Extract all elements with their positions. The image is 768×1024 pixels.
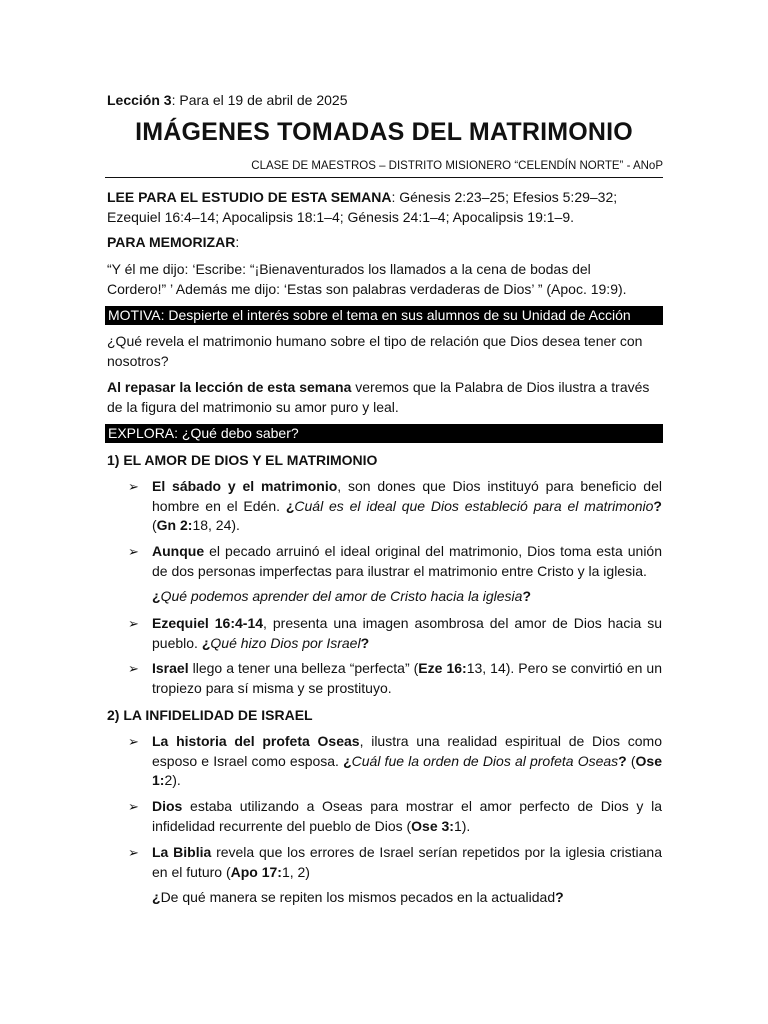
list-item: [152, 732, 662, 791]
ref-bold: Gn 2:: [156, 517, 193, 533]
memory-verse: [107, 260, 662, 299]
review-bold: Al repasar la lección de esta semana: [107, 379, 352, 395]
list-item: [152, 614, 662, 653]
reading-paragraph: [107, 188, 662, 227]
arrow-bullet-icon: ➢: [128, 544, 139, 559]
question-close: ?: [653, 497, 662, 514]
section1-heading: [107, 451, 662, 471]
arrow-bullet-icon: ➢: [128, 661, 139, 676]
bullet-text: , son dones que Dios instituyó para beneficio del hombre en el Edén.: [152, 478, 662, 514]
memory-verse-line2: Cordero!” ’ Además me dijo: ‘Estas son palabras verdaderas de Dios’ ” (Apoc. 19:9).: [107, 280, 627, 297]
bullet-bold: Ezequiel 16:4-14: [152, 615, 264, 631]
list-item: [152, 843, 662, 882]
list-item: [152, 542, 662, 581]
page-subtitle: CLASE DE MAESTROS – DISTRITO MISIONERO “CELENDÍN NORTE” - ANoP: [251, 160, 663, 172]
ref-bold: Ose 1:: [152, 752, 662, 788]
ref-rest: 1, 2): [281, 863, 310, 880]
list-item: [152, 797, 662, 836]
bullet-bold: El sábado y el matrimonio: [152, 478, 338, 494]
lesson-date: : Para el 19 de abril de 2025: [171, 92, 348, 108]
question-close: ?: [360, 634, 370, 651]
bullet-text: , presenta una imagen asombrosa del amor de Dios hacia su pueblo.: [152, 615, 662, 651]
ref-rest: 18, 24).: [192, 517, 240, 533]
question-open: ¿: [201, 634, 211, 651]
motiva-question-line2: nosotros?: [107, 352, 169, 369]
motiva-question: [107, 332, 662, 371]
question-line: [152, 888, 662, 908]
motiva-question-line1: ¿Qué revela el matrimonio humano sobre el tipo de relación que Dios desea tener con: [107, 333, 643, 349]
memory-verse-line1: “Y él me dijo: ‘Escribe: “¡Bienaventurados los llamados a la cena de bodas del: [107, 261, 591, 277]
question-text: De qué manera se repiten los mismos pecados en la actualidad: [160, 889, 556, 905]
review-rest: veremos que la Palabra de Dios ilustra a través: [351, 379, 650, 395]
lesson-line: [107, 92, 348, 108]
memorize-heading: [107, 233, 662, 253]
bullet-bold: Israel: [152, 660, 189, 676]
ref-open: (: [626, 752, 636, 769]
review-paragraph: [107, 378, 662, 417]
bullet-bold: Dios: [152, 798, 183, 814]
reading-refs-line1: : Génesis 2:23–25; Efesios 5:29–32;: [391, 189, 618, 205]
motiva-bar: MOTIVA: Despierte el interés sobre el tema en sus alumnos de su Unidad de Acción: [105, 306, 663, 325]
arrow-bullet-icon: ➢: [128, 616, 139, 631]
page-title: IMÁGENES TOMADAS DEL MATRIMONIO: [135, 118, 633, 146]
question-text: Qué podemos aprender del amor de Cristo hacia la iglesia: [160, 588, 523, 604]
bullet-text: , ilustra una realidad espiritual de Dios como esposo e Israel como esposa.: [152, 733, 662, 769]
question-close: ?: [618, 752, 627, 769]
memorize-colon: :: [235, 234, 240, 250]
ref-bold: Ose 3:: [411, 817, 454, 834]
arrow-bullet-icon: ➢: [128, 734, 139, 749]
question-close: ?: [555, 889, 564, 905]
ref-open: (: [152, 517, 157, 533]
lesson-label: Lección 3: [107, 92, 172, 108]
reading-refs-line2: Ezequiel 16:4–14; Apocalipsis 18:1–4; Génesis 24:1–4; Apocalipsis 19:1–9.: [107, 208, 574, 225]
section2-heading-text: 2) LA INFIDELIDAD DE ISRAEL: [107, 707, 313, 723]
ref-rest: 1).: [453, 817, 471, 834]
question-open: ¿: [152, 889, 161, 905]
ref-bold: Apo 17:: [230, 863, 282, 880]
ref-bold: Eze 16:: [418, 660, 467, 676]
ref-rest: 13, 14). Pero se convirtió en un tropiezo para sí misma y se prostituyo.: [152, 660, 663, 696]
list-item: [152, 477, 662, 536]
question-line: [152, 587, 662, 607]
question-text: Cuál fue la orden de Dios al profeta Oseas: [351, 752, 619, 769]
question-open: ¿: [152, 588, 161, 604]
bullet-text: revela que los errores de Israel serían repetidos por la iglesia cristiana en el futuro (: [152, 844, 662, 880]
bullet-text: el pecado arruinó el ideal original del matrimonio, Dios toma esta unión de dos personas imperfectas para ilustrar el matrimonio entre Cristo y la iglesia.: [152, 543, 662, 579]
bullet-bold: La Biblia: [152, 844, 212, 860]
question-text: Qué hizo Dios por Israel: [210, 634, 361, 651]
section2-heading: [107, 706, 662, 726]
bullet-bold: Aunque: [152, 543, 205, 559]
bullet-text: estaba utilizando a Oseas para mostrar el amor perfecto de Dios y la infidelidad recurrente del pueblo de Dios (: [152, 798, 662, 834]
memorize-label: PARA MEMORIZAR: [107, 234, 236, 250]
ref-rest: 2).: [164, 772, 181, 788]
reading-label: LEE PARA EL ESTUDIO DE ESTA SEMANA: [107, 189, 392, 205]
arrow-bullet-icon: ➢: [128, 845, 139, 860]
bullet-text: llego a tener una belleza “perfecta” (: [188, 660, 419, 676]
section1-heading-text: 1) EL AMOR DE DIOS Y EL MATRIMONIO: [107, 452, 378, 468]
question-open: ¿: [285, 497, 295, 514]
title-divider: [105, 177, 663, 178]
bullet-bold: La historia del profeta Oseas: [152, 733, 360, 749]
review-line2: de la figura del matrimonio su amor puro y leal.: [107, 398, 399, 415]
question-close: ?: [522, 588, 531, 604]
arrow-bullet-icon: ➢: [128, 479, 139, 494]
arrow-bullet-icon: ➢: [128, 799, 139, 814]
question-text: Cuál es el ideal que Dios estableció para el matrimonio: [294, 497, 654, 514]
list-item: [152, 659, 662, 698]
explora-bar: EXPLORA: ¿Qué debo saber?: [105, 424, 663, 443]
question-open: ¿: [343, 752, 352, 769]
